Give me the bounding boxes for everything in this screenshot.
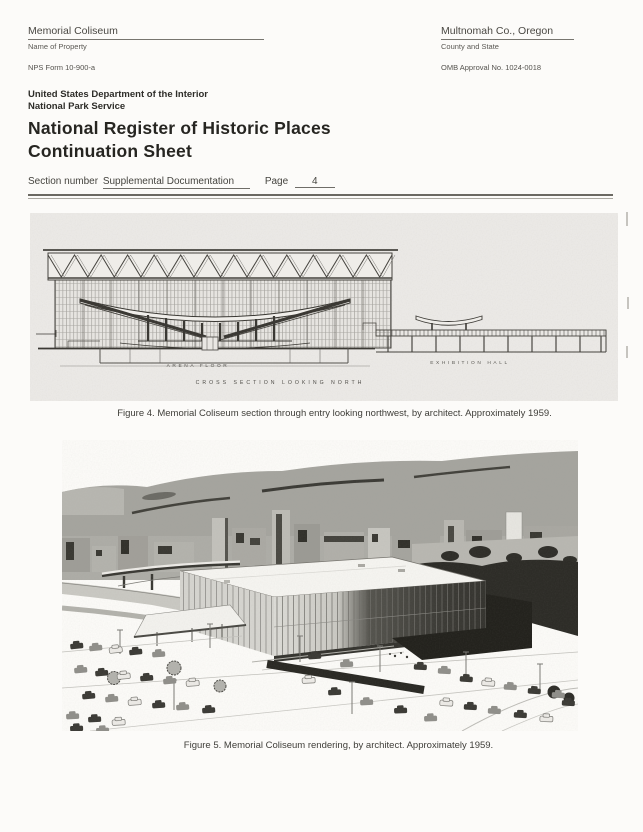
figure4-caption: Figure 4. Memorial Coliseum section through entry looking northwest, by architect. Approximately 1959.: [117, 408, 552, 419]
divider-rule-bottom: [28, 198, 613, 199]
figure4-section-drawing: [30, 213, 618, 401]
page-title-line2: Continuation Sheet: [28, 141, 193, 161]
omb-approval: OMB Approval No. 1024-0018: [441, 63, 542, 72]
section-number-label: Section number: [28, 176, 99, 187]
figure5-caption: Figure 5. Memorial Coliseum rendering, by architect. Approximately 1959.: [183, 740, 494, 751]
county-state-label: County and State: [441, 42, 499, 51]
section-number-row: [28, 176, 335, 187]
scan-artifact: [626, 346, 628, 358]
page-title: [28, 117, 331, 163]
page-number-value: 4: [295, 176, 335, 188]
form-number: NPS Form 10-900-a: [28, 63, 96, 72]
figure5-aerial-rendering: [62, 440, 578, 731]
curtain-wall: [55, 280, 391, 348]
truss-band: [43, 250, 398, 280]
arena-floor-label: ARENA FLOOR: [166, 364, 230, 369]
figure5-rendering: [62, 440, 578, 731]
agency-block: [28, 89, 208, 112]
page-title-line1: National Register of Historic Places: [28, 118, 331, 138]
agency-name: National Park Service: [28, 100, 126, 112]
property-name: Memorial Coliseum: [28, 25, 264, 40]
county-state-block: [441, 25, 574, 51]
exhibition-hall-label: EXHIBITION HALL: [430, 361, 510, 366]
department-name: United States Department of the Interior: [28, 89, 208, 100]
figure4-drawing: [30, 213, 618, 401]
scan-artifact: [626, 212, 628, 226]
county-state: Multnomah Co., Oregon: [441, 25, 574, 40]
page-label: Page: [264, 176, 289, 187]
drawing-title-label: CROSS SECTION LOOKING NORTH: [195, 380, 365, 386]
section-number-value: Supplemental Documentation: [103, 176, 250, 189]
scan-artifact: [627, 297, 629, 309]
divider-rule-top: [28, 194, 613, 196]
property-name-block: [28, 25, 264, 51]
property-name-label: Name of Property: [28, 42, 87, 51]
